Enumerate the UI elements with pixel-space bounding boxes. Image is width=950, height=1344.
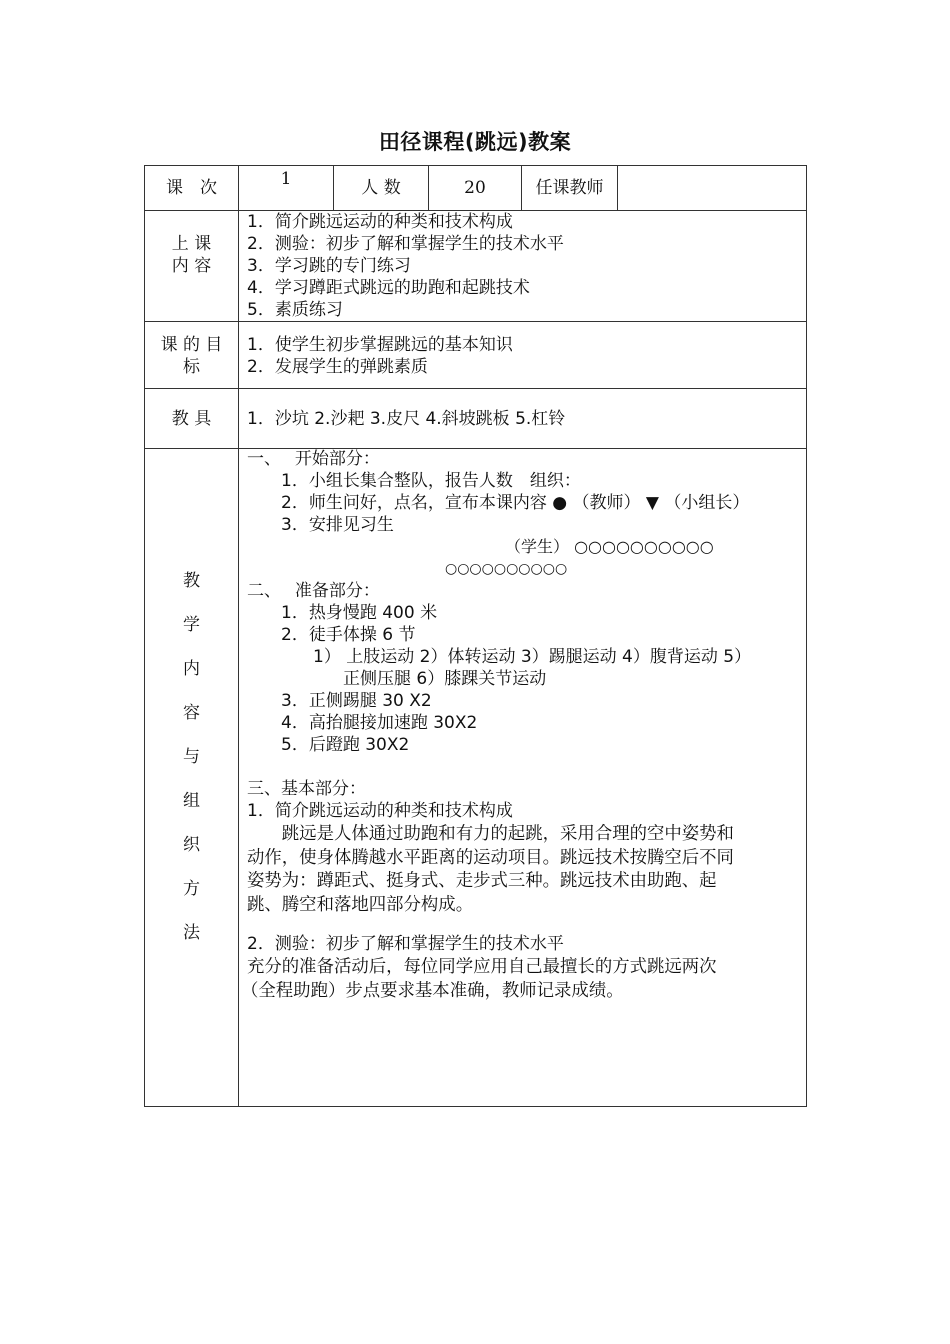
page-title: 田径课程(跳远)教案 bbox=[378, 130, 572, 154]
equipment-text: 1．沙坑 2.沙耙 3.皮尺 4.斜坡跳板 5.杠铃 bbox=[247, 409, 566, 429]
students-formation-row1: （学生） ○○○○○○○○○○ bbox=[505, 537, 714, 556]
method-label-char: 法 bbox=[183, 923, 200, 943]
goal-item: 1．使学生初步掌握跳远的基本知识 bbox=[247, 335, 513, 355]
teacher-label: 任课教师 bbox=[535, 178, 604, 198]
student-count-label: 人 数 bbox=[361, 178, 401, 198]
method-content bbox=[241, 448, 803, 1103]
method-label-char: 织 bbox=[183, 835, 200, 855]
equipment-label: 教 具 bbox=[171, 409, 212, 429]
content-item: 4．学习蹲距式跳远的助跑和起跳技术 bbox=[247, 278, 530, 298]
lesson-number-label: 课 次 bbox=[166, 178, 217, 198]
paragraph-line: 跳远是人体通过助跑和有力的起跳，采用合理的空中姿势和 bbox=[247, 824, 734, 844]
method-label-char: 组 bbox=[183, 791, 200, 811]
part2-heading: 二、 准备部分： bbox=[247, 581, 380, 601]
part2-item: 1．热身慢跑 400 米 bbox=[281, 603, 438, 623]
content-label-line2: 内 容 bbox=[171, 256, 212, 276]
content-item: 3．学习跳的专门练习 bbox=[247, 256, 411, 276]
method-label-char: 与 bbox=[183, 747, 200, 767]
part2-sub-line2: 正侧压腿 6）膝踝关节运动 bbox=[343, 669, 547, 689]
content-item: 2．测验：初步了解和掌握学生的技术水平 bbox=[247, 234, 564, 254]
goals-label-line2: 标 bbox=[183, 357, 200, 377]
paragraph-line: 动作，使身体腾越水平距离的运动项目。跳远技术按腾空后不同 bbox=[247, 847, 734, 868]
content-item: 1．简介跳远运动的种类和技术构成 bbox=[247, 212, 513, 232]
part3-item: 2．测验：初步了解和掌握学生的技术水平 bbox=[247, 934, 564, 954]
part3-heading: 三、基本部分： bbox=[247, 779, 366, 799]
part2-sub-line1: 1） 上肢运动 2）体转运动 3）踢腿运动 4）腹背运动 5） bbox=[313, 647, 752, 667]
part1-heading: 一、 开始部分： bbox=[247, 449, 380, 469]
method-label bbox=[145, 570, 238, 966]
part1-item: 1．小组长集合整队，报告人数 组织： bbox=[281, 471, 581, 491]
part2-item: 4．高抬腿接加速跑 30X2 bbox=[281, 713, 478, 733]
students-formation-row2: ○○○○○○○○○○ bbox=[445, 561, 568, 577]
method-label-char: 容 bbox=[183, 703, 200, 723]
content-item: 5．素质练习 bbox=[247, 300, 343, 320]
paragraph-line: 姿势为：蹲距式、挺身式、走步式三种。跳远技术由助跑、起 bbox=[247, 871, 717, 891]
content-label-line1: 上 课 bbox=[171, 234, 212, 254]
paragraph-line: 充分的准备活动后，每位同学应用自己最擅长的方式跳远两次 bbox=[247, 957, 717, 977]
part1-item: 2．师生问好，点名，宣布本课内容 ● （教师） ▼ （小组长） bbox=[281, 493, 750, 513]
part2-item: 5．后蹬跑 30X2 bbox=[281, 735, 410, 755]
student-count-value: 20 bbox=[464, 178, 486, 198]
goal-item: 2．发展学生的弹跳素质 bbox=[247, 357, 428, 377]
paragraph-line: （全程助跑）步点要求基本准确，教师记录成绩。 bbox=[241, 980, 624, 1001]
paragraph-line: 跳、腾空和落地四部分构成。 bbox=[247, 894, 474, 915]
method-label-char: 方 bbox=[183, 879, 200, 899]
goals-label-line1: 课 的 目 bbox=[160, 335, 223, 355]
part2-item: 2．徒手体操 6 节 bbox=[281, 625, 416, 645]
part2-item: 3．正侧踢腿 30 X2 bbox=[281, 691, 432, 711]
method-label-char: 学 bbox=[183, 615, 200, 635]
method-label-char: 内 bbox=[183, 659, 200, 679]
method-label-char: 教 bbox=[183, 571, 200, 591]
part1-item: 3．安排见习生 bbox=[281, 515, 394, 535]
lesson-number-value: 1 bbox=[280, 169, 292, 189]
part3-item: 1．简介跳远运动的种类和技术构成 bbox=[247, 801, 513, 821]
